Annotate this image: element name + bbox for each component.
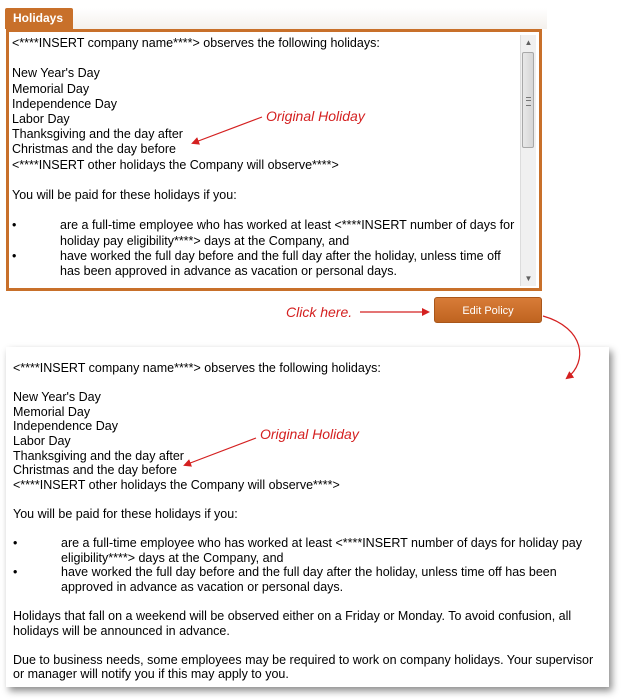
intro-line: <****INSERT company name****> observes the following holidays:: [13, 361, 381, 375]
holiday-item: Thanksgiving and the day after: [12, 127, 183, 142]
arrow-icon: [193, 117, 262, 143]
bullet: •: [13, 565, 18, 580]
condition-text: have worked the full day before and the full day after the holiday, unless time off has been approved in advance as vacation or personal days.: [60, 248, 501, 278]
holiday-item: <****INSERT other holidays the Company will observe****>: [12, 157, 339, 172]
business-note: Due to business needs, some employees may be required to work on company holidays. Your supervisor or manager will notify you if this may apply to you.: [13, 652, 594, 682]
condition-text: are a full-time employee who has worked at least <****INSERT number of days for holiday pay eligibility****> days at the Company, and: [61, 536, 582, 565]
annotation-original-holiday: Original Holiday: [266, 108, 365, 124]
holiday-item: New Year's Day: [13, 390, 101, 405]
holiday-item: Independence Day: [12, 96, 117, 111]
weekend-note: Holidays that fall on a weekend will be observed either on a Friday or Monday. To avoid confusion, all holidays will be announced in advance.: [13, 609, 572, 638]
scroll-up-arrow-icon[interactable]: ▲: [524, 38, 533, 47]
paid-intro: You will be paid for these holidays if you:: [13, 506, 238, 521]
holiday-item: Memorial Day: [13, 404, 91, 419]
edit-policy-button[interactable]: Edit Policy: [434, 297, 542, 323]
holiday-item: Independence Day: [13, 419, 118, 434]
bullet: •: [13, 536, 18, 551]
holiday-item: Thanksgiving and the day after: [13, 448, 184, 463]
holiday-item: Christmas and the day before: [12, 142, 176, 157]
holiday-item: Labor Day: [13, 433, 71, 448]
holiday-item: Christmas and the day before: [13, 463, 177, 478]
condition-text: have worked the full day before and the full day after the holiday, unless time off has been approved in advance as vacation or personal days.: [61, 565, 557, 594]
scroll-down-arrow-icon[interactable]: ▼: [524, 274, 533, 283]
bullet: •: [12, 248, 17, 263]
condition-text: are a full-time employee who has worked at least <****INSERT number of days for holiday pay eligibility****> days at the Company, and: [60, 218, 515, 248]
annotation-original-holiday: Original Holiday: [260, 426, 359, 442]
annotation-click-here: Click here.: [286, 304, 353, 320]
holiday-item: Memorial Day: [12, 81, 90, 96]
holidays-tab[interactable]: Holidays: [5, 8, 73, 29]
holiday-item: New Year's Day: [12, 66, 100, 81]
intro-line: <****INSERT company name****> observes the following holidays:: [12, 36, 380, 50]
curved-arrow-icon: [543, 316, 580, 378]
bullet: •: [12, 218, 17, 233]
holiday-item: Labor Day: [12, 112, 70, 126]
arrow-icon: [185, 438, 256, 465]
paid-intro: You will be paid for these holidays if you:: [12, 188, 237, 202]
holiday-item: <****INSERT other holidays the Company will observe****>: [13, 477, 340, 492]
